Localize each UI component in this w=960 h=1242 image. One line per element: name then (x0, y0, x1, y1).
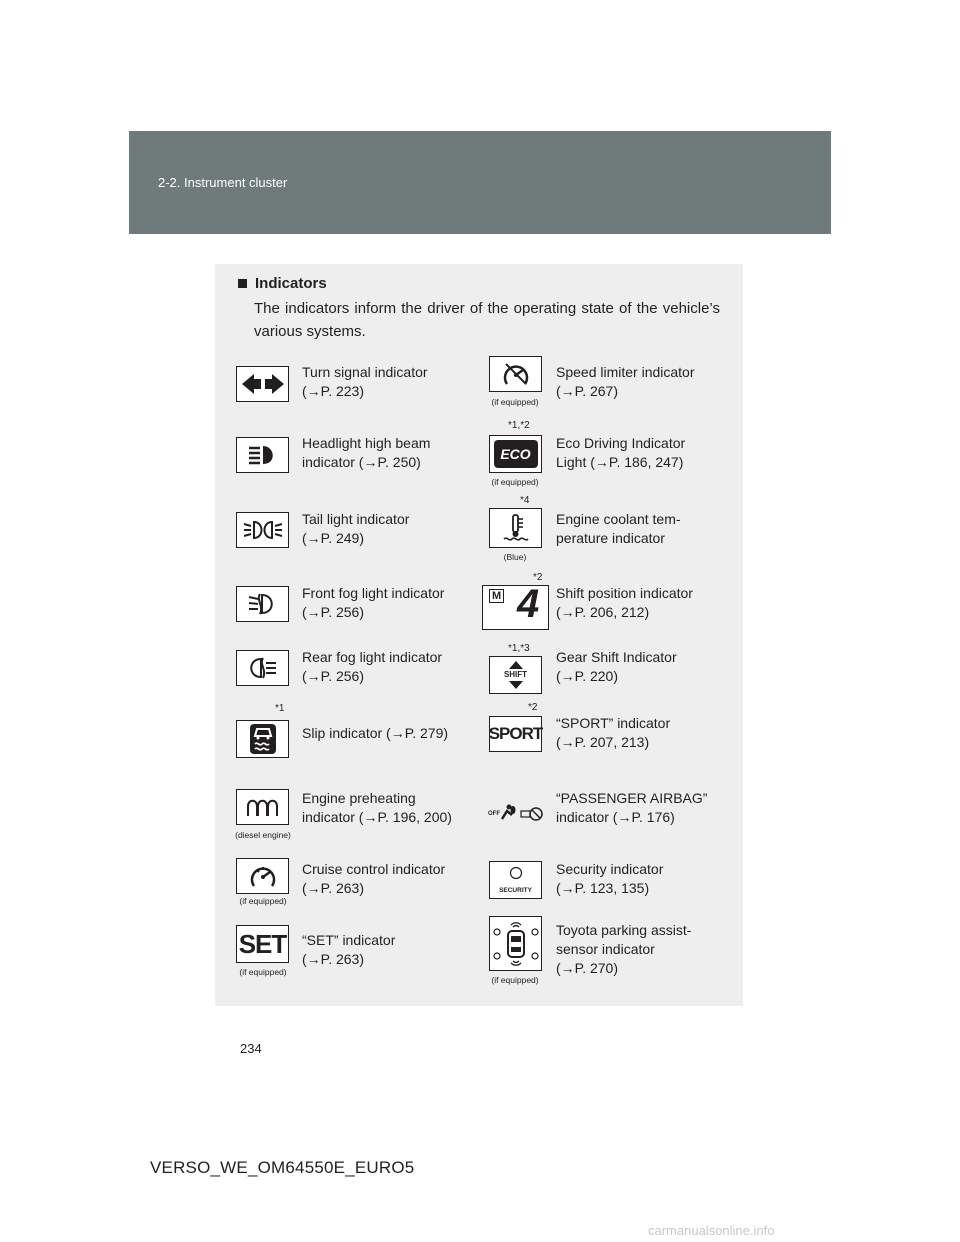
cruise-caption: (if equipped) (239, 896, 287, 906)
coolant-note: *4 (520, 495, 530, 506)
section-breadcrumb: 2-2. Instrument cluster (158, 175, 288, 190)
speed-limiter-icon (489, 356, 542, 392)
gear-shift-label: Gear Shift Indicator (→P. 220) (556, 649, 677, 684)
rear-fog-icon (236, 650, 289, 686)
shift-gear-text: 4 (517, 582, 540, 626)
sport-label: “SPORT” indicator (→P. 207, 213) (556, 715, 671, 750)
preheat-caption: (diesel engine) (235, 830, 291, 840)
eco-note: *1,*2 (508, 420, 530, 431)
shift-text: SHIFT (503, 670, 528, 679)
shift-position-label: Shift position indicator (→P. 206, 212) (556, 585, 693, 620)
eco-icon (489, 435, 542, 473)
slip-note: *1 (275, 703, 285, 714)
coolant-label: Engine coolant tem- perature indicator (556, 511, 681, 546)
intro-text: The indicators inform the driver of the operating state of the vehicle’s various systems. (254, 300, 720, 340)
parking-assist-label: Toyota parking assist- sensor indicator (→P. 270) (556, 922, 692, 976)
coolant-caption: (Blue) (503, 552, 527, 562)
parking-assist-caption: (if equipped) (491, 975, 539, 985)
shift-position-note: *2 (533, 572, 543, 583)
gear-shift-note: *1,*3 (508, 643, 530, 654)
preheat-icon (236, 789, 289, 825)
security-lamp-icon (509, 866, 523, 880)
section-title-text: Indicators (255, 275, 327, 292)
tail-light-label: Tail light indicator (→P. 249) (302, 511, 410, 546)
preheat-label: Engine preheating indicator (→P. 196, 200) (302, 790, 452, 825)
eco-caption: (if equipped) (491, 477, 539, 487)
set-icon-text: SET (238, 929, 287, 959)
cruise-label: Cruise control indicator (→P. 263) (302, 861, 446, 896)
set-icon (236, 925, 289, 963)
gear-shift-icon (489, 656, 542, 694)
sport-note: *2 (528, 702, 538, 713)
airbag-off-text: OFF (488, 811, 500, 817)
passenger-airbag-label: “PASSENGER AIRBAG” indicator (→P. 176) (556, 790, 708, 825)
shift-position-icon (482, 582, 549, 630)
watermark: carmanualsonline.info (648, 1223, 775, 1238)
slip-label: Slip indicator (→P. 279) (302, 725, 449, 741)
eco-label: Eco Driving Indicator Light (→P. 186, 247) (556, 435, 686, 470)
shift-down-arrow-icon (509, 681, 523, 689)
security-label: Security indicator (→P. 123, 135) (556, 861, 664, 896)
sport-icon-text: SPORT (488, 724, 543, 743)
bullet-square-icon (238, 279, 247, 288)
shift-m-text: M (489, 589, 504, 603)
cruise-control-icon (236, 858, 289, 894)
speed-limiter-caption: (if equipped) (491, 397, 539, 407)
set-label: “SET” indicator (→P. 263) (302, 932, 396, 967)
speed-limiter-label: Speed limiter indicator (→P. 267) (556, 364, 695, 399)
security-icon-text: SECURITY (499, 887, 532, 894)
section-title (238, 275, 327, 292)
parking-assist-icon (489, 916, 542, 971)
page-number: 234 (240, 1041, 262, 1056)
high-beam-icon (236, 437, 289, 473)
turn-signal-icon (236, 366, 289, 402)
tail-light-icon (236, 512, 289, 548)
security-icon (489, 861, 542, 899)
passenger-airbag-icon (486, 797, 544, 833)
eco-icon-text: ECO (500, 446, 531, 462)
front-fog-icon (236, 586, 289, 622)
shift-up-arrow-icon (509, 661, 523, 669)
turn-signal-label: Turn signal indicator (→P. 223) (302, 364, 428, 399)
slip-icon (236, 720, 289, 758)
rear-fog-label: Rear fog light indicator (→P. 256) (302, 649, 443, 684)
front-fog-label: Front fog light indicator (→P. 256) (302, 585, 445, 620)
high-beam-label: Headlight high beam indicator (→P. 250) (302, 435, 431, 470)
sport-icon (489, 716, 542, 752)
set-caption: (if equipped) (239, 967, 287, 977)
coolant-temperature-icon (489, 508, 542, 548)
document-id: VERSO_WE_OM64550E_EURO5 (150, 1158, 415, 1177)
